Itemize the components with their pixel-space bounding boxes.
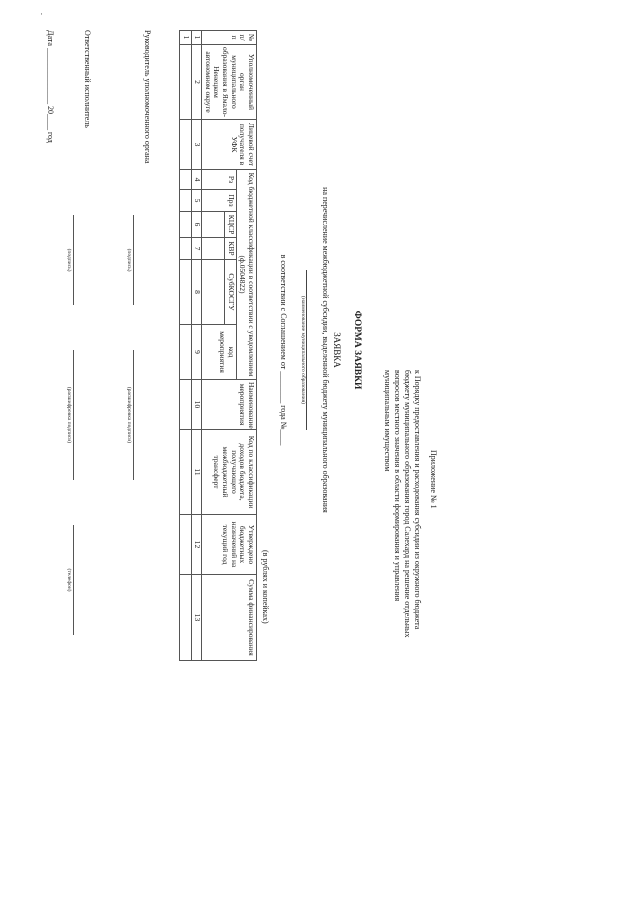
header-kvr: КВР xyxy=(225,238,237,260)
colnum-6: 6 xyxy=(192,212,202,238)
colnum-13: 13 xyxy=(192,575,202,661)
cell-kvr xyxy=(180,238,192,260)
request-subtitle: на перечисление межбюджетной субсидии, выделенной бюджету муниципального образования xyxy=(321,187,330,513)
executor-phone-caption: (телефон) xyxy=(66,568,72,592)
colnum-5: 5 xyxy=(192,190,202,212)
colnum-10: 10 xyxy=(192,380,202,430)
municipality-caption: (наименование муниципального образования) xyxy=(300,296,306,404)
header-kcsr: КЦСР xyxy=(225,212,237,238)
header-row xyxy=(236,31,256,661)
colnum-8: 8 xyxy=(192,260,202,325)
executor-phone-line xyxy=(73,525,75,635)
colnum-2: 2 xyxy=(192,45,202,120)
executor-decoding-line xyxy=(73,350,75,480)
appendix-subtitle: к Порядку предоставления и расходования субсидии из окружного бюджета бюджету муниципального образования город Салехард на решение отдельных вопросов местного значения в области формирования и управления муниципальным имуществом xyxy=(383,370,422,638)
header-event-name: Наименование мероприятия xyxy=(202,380,257,430)
cell-approved xyxy=(180,515,192,575)
executor-signature-line xyxy=(73,215,75,305)
table-row xyxy=(180,31,192,661)
form-title: ФОРМА ЗАЯВКИ xyxy=(352,310,362,390)
colnum-9: 9 xyxy=(192,325,202,380)
head-decoding-caption: (расшифровка подписи) xyxy=(126,386,132,444)
row-number: 1 xyxy=(180,31,192,45)
executor-signature-caption: (подпись) xyxy=(66,248,72,272)
colnum-1: 1 xyxy=(192,31,202,45)
cell-income-code xyxy=(180,430,192,515)
column-number-row xyxy=(192,31,202,661)
colnum-7: 7 xyxy=(192,238,202,260)
header-kcsr-space xyxy=(202,212,225,238)
colnum-4: 4 xyxy=(192,170,202,190)
header-kvr-space xyxy=(202,238,225,260)
header-approved: Утверждено бюджетных назначений на текущий год xyxy=(202,515,257,575)
request-table xyxy=(179,30,257,661)
header-account: Лицевой счет получателя в УФК xyxy=(202,120,257,170)
colnum-11: 11 xyxy=(192,430,202,515)
date-line: Дата ______________ 20____ год xyxy=(46,30,55,143)
appendix-title: Приложение № 1 xyxy=(429,450,438,509)
cell-prz xyxy=(180,190,192,212)
header-rz: Рз xyxy=(202,170,237,190)
header-body: Уполномоченный орган муниципального образования в Ямало-Ненецком автономном округе xyxy=(202,45,257,120)
header-budget-code: Код бюджетной классификации в соответствии с уведомлением (ф.0504822) xyxy=(236,170,256,380)
cell-kcsr xyxy=(180,212,192,238)
cell-amount xyxy=(180,575,192,661)
cell-event-code xyxy=(180,325,192,380)
request-title: ЗАЯВКА xyxy=(332,332,342,368)
header-prz: Прз xyxy=(202,190,237,212)
corner-mark: · xyxy=(40,9,43,19)
head-decoding-line xyxy=(133,350,135,480)
cell-body xyxy=(180,45,192,120)
cell-account xyxy=(180,120,192,170)
header-subkosgu: СубКОСГУ xyxy=(225,260,237,325)
executor-decoding-caption: (расшифровка подписи) xyxy=(66,386,72,444)
executor-label: Ответственный исполнитель xyxy=(83,30,92,128)
header-income-code: Код по классификации доходов бюджета, получающего межбюджетный трансферт xyxy=(202,430,257,515)
cell-subkosgu xyxy=(180,260,192,325)
head-label: Руководитель уполномоченного органа xyxy=(143,30,152,164)
cell-rz xyxy=(180,170,192,190)
units-note: (в рублях и копейках) xyxy=(261,550,270,624)
rotated-form xyxy=(40,20,440,680)
colnum-12: 12 xyxy=(192,515,202,575)
header-event-code: код мероприятия xyxy=(202,325,237,380)
colnum-3: 3 xyxy=(192,120,202,170)
agreement-line: в соответствии с Соглашением от ________ года №____ xyxy=(279,254,288,446)
header-subkosgu-space xyxy=(202,260,225,325)
header-no: № п/п xyxy=(202,31,257,45)
municipality-blank-line xyxy=(306,270,308,430)
header-amount: Сумма финансирования xyxy=(202,575,257,661)
head-signature-line xyxy=(133,215,135,305)
cell-event-name xyxy=(180,380,192,430)
head-signature-caption: (подпись) xyxy=(126,248,132,272)
